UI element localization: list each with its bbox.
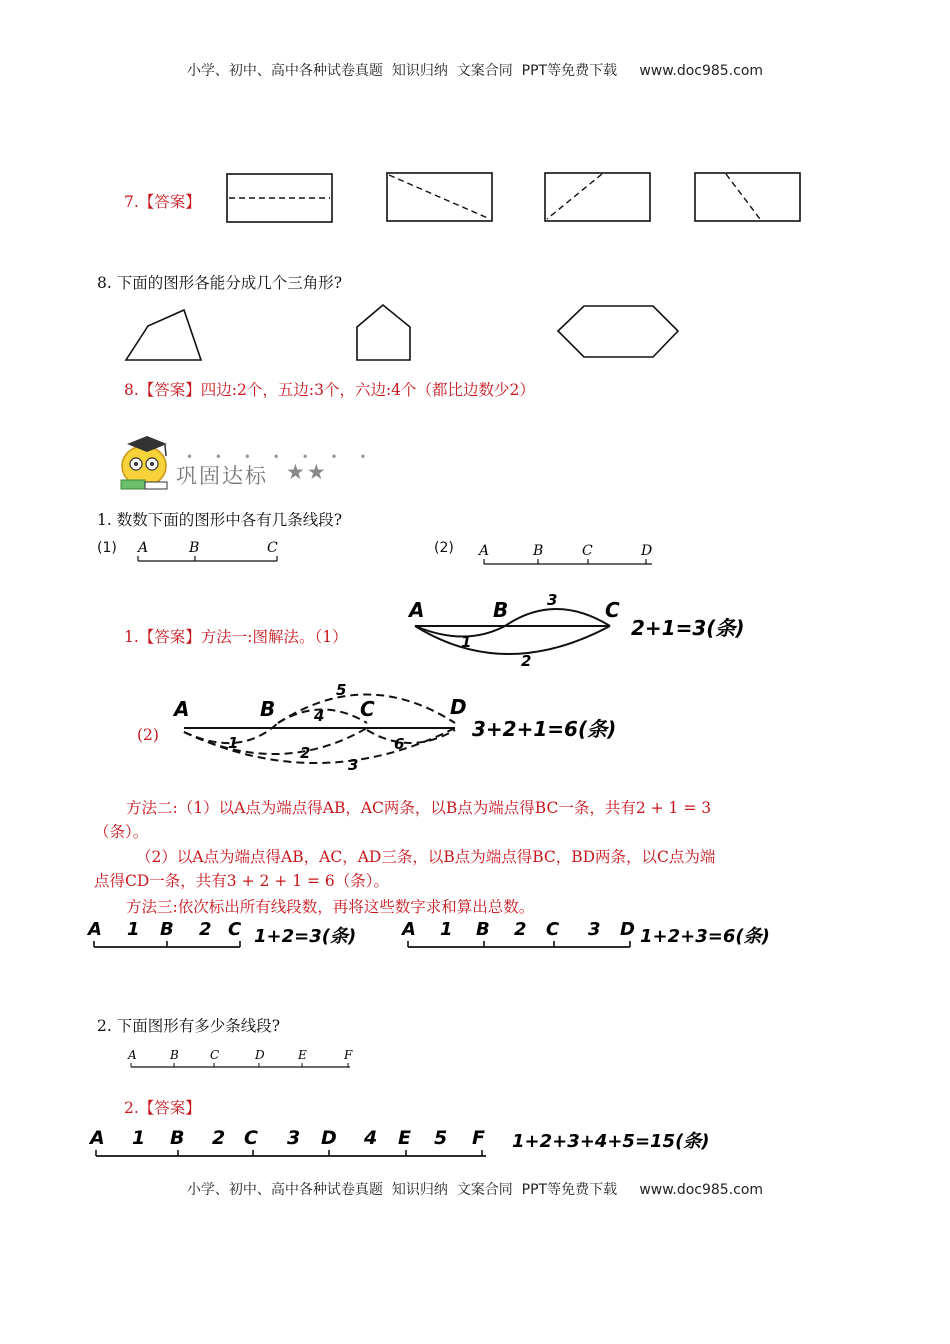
figure-label: C xyxy=(228,919,242,940)
q8-hexagon xyxy=(556,304,681,360)
point-label: B xyxy=(170,1048,179,1062)
point-label: D xyxy=(450,695,467,719)
section-title: 巩固达标 xyxy=(176,464,268,488)
q1-fig2-label: (2) xyxy=(434,540,454,556)
q1-fig2-segment xyxy=(476,540,661,570)
figure-label: E xyxy=(398,1127,411,1149)
point-label: D xyxy=(255,1048,265,1062)
point-label: B xyxy=(260,697,276,721)
point-label: A xyxy=(128,1048,137,1062)
segment-number: 3 xyxy=(348,756,359,774)
q1-diagram1 xyxy=(405,592,765,677)
q1-diagram2 xyxy=(170,678,640,783)
point-label: C xyxy=(605,598,620,622)
page-footer: 小学、初中、高中各种试卷真题 知识归纳 文案合同 PPT等免费下载 www.doc985.com xyxy=(186,1182,764,1198)
figure-label: 1 xyxy=(132,1127,146,1149)
equation: 1+2+3=6(条) xyxy=(640,926,770,947)
q2-answer-figure xyxy=(88,1120,768,1164)
figure-label: F xyxy=(472,1127,485,1149)
figure-label: B xyxy=(160,919,174,940)
q1-method2-line1: 方法二:（1）以A点为端点得AB，AC两条，以B点为端点得BC一条，共有2 + 1 = 3 xyxy=(126,799,712,817)
figure-label: 3 xyxy=(287,1127,301,1149)
equation: 2+1=3(条) xyxy=(631,616,745,640)
figure-label: B xyxy=(170,1127,185,1149)
equation: 1+2=3(条) xyxy=(254,926,357,947)
figure-label: 1 xyxy=(127,919,140,940)
point-label: C xyxy=(210,1048,220,1062)
segment-number: 1 xyxy=(461,633,472,651)
section-dots: • • • • • • • xyxy=(186,450,376,464)
point-label: C xyxy=(267,540,278,556)
segment-number: 4 xyxy=(314,707,325,725)
figure-label: 2 xyxy=(514,919,527,940)
q7-answer-label: 7.【答案】 xyxy=(124,193,201,211)
figure-label: 1 xyxy=(440,919,453,940)
q1-fig1-label: (1) xyxy=(97,540,117,556)
equation: 1+2+3+4+5=15(条) xyxy=(512,1131,710,1152)
q7-rect-slant-cut xyxy=(544,172,652,222)
figure-label: 2 xyxy=(199,919,212,940)
point-label: B xyxy=(493,598,509,622)
segment-number: 2 xyxy=(300,744,311,762)
point-label: A xyxy=(479,543,490,559)
segment-number: 3 xyxy=(547,591,558,609)
figure-label: 5 xyxy=(434,1127,448,1149)
page-header: 小学、初中、高中各种试卷真题 知识归纳 文案合同 PPT等免费下载 www.doc985.com xyxy=(186,63,764,79)
figure-label: B xyxy=(476,919,490,940)
q1-method3-figure-b xyxy=(402,915,792,957)
q2-question: 2. 下面图形有多少条线段? xyxy=(97,1017,281,1035)
figure-label: A xyxy=(90,1127,105,1149)
q1-method1-part2-label: (2) xyxy=(137,726,159,744)
point-label: E xyxy=(298,1048,307,1062)
q1-method3-figure-a xyxy=(88,915,398,957)
q7-rect-trapezoid-cut xyxy=(694,172,802,222)
q7-rect-horizontal-cut xyxy=(226,173,334,223)
section-stars: ★★ xyxy=(286,460,328,484)
q8-pentagon xyxy=(355,303,413,363)
figure-label: C xyxy=(546,919,560,940)
figure-label: A xyxy=(88,919,102,940)
segment-number: 1 xyxy=(228,734,239,752)
point-label: A xyxy=(174,697,190,721)
q8-question: 8. 下面的图形各能分成几个三角形? xyxy=(97,274,343,292)
q2-segment-figure xyxy=(124,1045,359,1073)
figure-label: 3 xyxy=(588,919,601,940)
q8-answer: 8.【答案】四边:2个，五边:3个，六边:4个（都比边数少2） xyxy=(124,381,535,399)
point-label: A xyxy=(409,598,425,622)
figure-label: D xyxy=(620,919,635,940)
equation: 3+2+1=6(条) xyxy=(472,717,617,741)
mascot-icon xyxy=(113,432,175,494)
point-label: C xyxy=(360,697,375,721)
q1-question: 1. 数数下面的图形中各有几条线段? xyxy=(97,511,343,529)
point-label: B xyxy=(533,543,544,559)
segment-number: 2 xyxy=(521,652,532,670)
figure-label: C xyxy=(244,1127,258,1149)
q1-method3: 方法三:依次标出所有线段数，再将这些数字求和算出总数。 xyxy=(126,898,535,916)
q1-method2-line2: （条）。 xyxy=(94,823,149,841)
q2-answer-label: 2.【答案】 xyxy=(124,1099,201,1117)
point-label: B xyxy=(189,540,200,556)
q1-method2-line4: 点得CD一条，共有3 + 2 + 1 = 6（条）。 xyxy=(94,872,390,890)
figure-label: 4 xyxy=(364,1127,378,1149)
segment-number: 5 xyxy=(336,681,347,699)
point-label: C xyxy=(582,543,593,559)
figure-label: D xyxy=(321,1127,337,1149)
point-label: D xyxy=(641,543,653,559)
point-label: F xyxy=(344,1048,353,1062)
q1-method2-line3: （2）以A点为端点得AB，AC，AD三条，以B点为端点得BC，BD两条，以C点为端 xyxy=(136,848,716,866)
q1-fig1-segment xyxy=(135,537,285,567)
q1-method1-label: 1.【答案】方法一:图解法。（1） xyxy=(124,628,348,646)
figure-label: A xyxy=(402,919,416,940)
q8-quadrilateral xyxy=(124,308,204,363)
point-label: A xyxy=(138,540,149,556)
segment-number: 6 xyxy=(394,735,405,753)
figure-label: 2 xyxy=(212,1127,226,1149)
q7-rect-diagonal-cut xyxy=(386,172,494,222)
